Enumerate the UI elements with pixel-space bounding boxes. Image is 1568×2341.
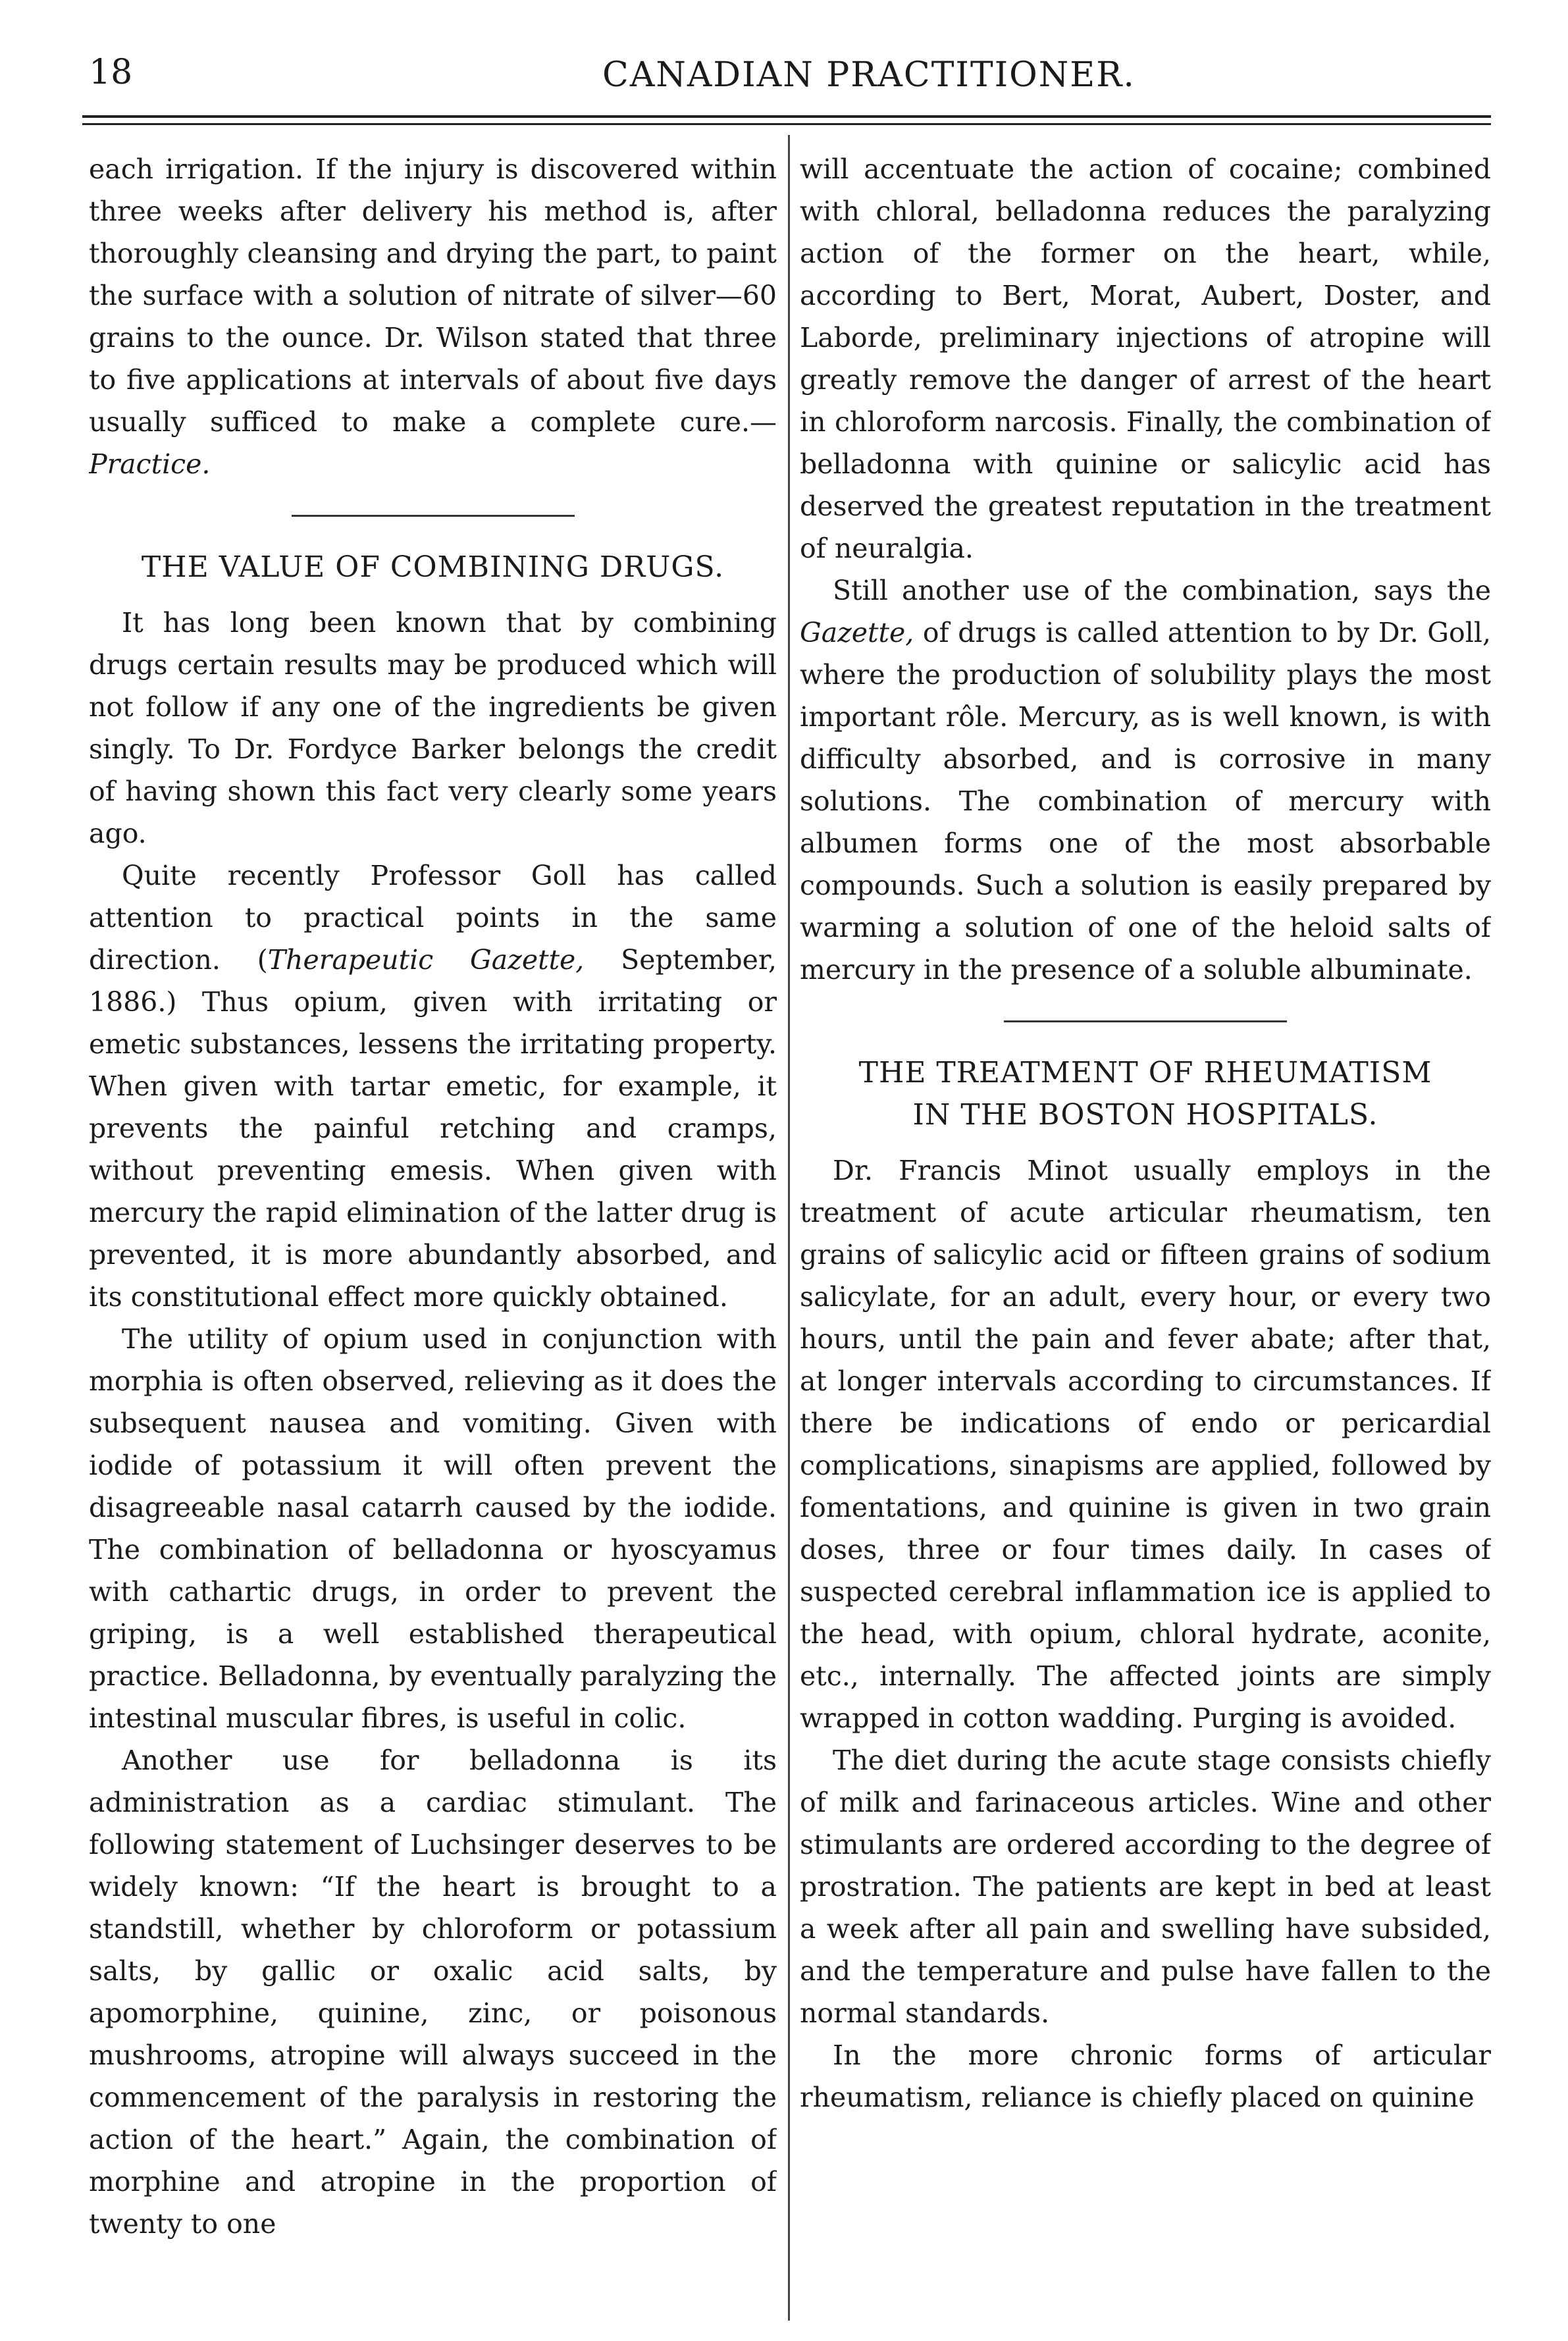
left-column	[89, 148, 777, 2321]
running-head: CANADIAN PRACTITIONER.	[602, 55, 1136, 95]
title-line: THE TREATMENT OF RHEUMATISM	[858, 1056, 1432, 1090]
paragraph: It has long been known that by combining drugs certain results may be produced which will not follow if any one of the ingredients be given singly. To Dr. Fordyce Barker belongs the credit of having shown this fact very clearly some years ago.	[89, 607, 777, 849]
section-rule	[1004, 1020, 1287, 1022]
paragraph	[800, 569, 1491, 991]
paragraph: The diet during the acute stage consists chiefly of milk and farinaceous articles. Wine and other stimulants are ordered according to the degree of prostration. The patients are kept in bed at least a week after all pain and swelling have subsided, and the temperature and pulse have fallen to the normal standards.	[800, 1745, 1491, 2029]
section-rule	[292, 515, 575, 517]
paragraph: In the more chronic forms of articular rheumatism, reliance is chiefly placed on quinine	[800, 2039, 1491, 2113]
paragraph-text: September, 1886.) Thus opium, given with irritating or emetic substances, lessens the irritating property. When given with tartar emetic, for example, it prevents the painful retching and cramps, without preventing emesis. When given with mercury the rapid elimination of the latter drug is prevented, it is more abundantly absorbed, and its constitutional effect more quickly obtained.	[89, 944, 777, 1313]
right-column	[800, 148, 1491, 2321]
paragraph: Dr. Francis Minot usually employs in the treatment of acute articular rheumatism, ten grains of salicylic acid or fifteen grains of sodium salicylate, for an adult, every hour, or every two hours, until the pain and fever abate; after that, at longer intervals according to circumstances. If there be indications of endo or pericardial complications, sinapisms are applied, followed by fomentations, and quinine is given in two grain doses, three or four times daily. In cases of suspected cerebral inflammation ice is applied to the head, with opium, chloral hydrate, aconite, etc., internally. The affected joints are simply wrapped in cotton wadding. Purging is avoided.	[800, 1155, 1491, 1734]
paragraph: Another use for belladonna is its administration as a cardiac stimulant. The following statement of Luchsinger deserves to be widely known: “If the heart is brought to a standstill, whether by chloroform or potassium salts, by gallic or oxalic acid salts, by apomorphine, quinine, zinc, or poisonous mushrooms, atropine will always succeed in the commencement of the paralysis in restoring the action of the heart.” Again, the combination of morphine and atropine in the proportion of twenty to one	[89, 1745, 777, 2240]
header-rule-secondary	[82, 123, 1491, 125]
paragraph: will accentuate the action of cocaine; combined with chloral, belladonna reduces the paralyzing action of the former on the heart, while, according to Bert, Morat, Aubert, Doster, and Laborde, preliminary injections of atropine will greatly remove the danger of arrest of the heart in chloroform narcosis. Finally, the combination of belladonna with quinine or salicylic acid has deserved the greatest reputation in the treatment of neuralgia.	[800, 153, 1491, 564]
page-number: 18	[89, 53, 133, 92]
article-title-combining-drugs: THE VALUE OF COMBINING DRUGS.	[141, 550, 725, 584]
journal-citation: Gazette,	[800, 617, 914, 648]
paragraph	[89, 855, 777, 1318]
continued-text: each irrigation. If the injury is discovered within three weeks after delivery his method is, after thoroughly cleansing and drying the part, to paint the surface with a solution of nitrate of silver—60 grains to the ounce. Dr. Wilson stated that three to five applications at intervals of about five days usually sufficed to make a complete cure.—	[89, 153, 777, 438]
header-rule	[82, 115, 1491, 118]
paragraph-text: Quite recently Professor Goll has called attention to practical points in the same direction. (	[89, 860, 777, 976]
source-citation: Practice.	[89, 448, 211, 480]
paragraph: The utility of opium used in conjunction with morphia is often observed, relieving as it does the subsequent nausea and vomiting. Given with iodide of potassium it will often prevent the disagreeable nasal catarrh caused by the iodide. The combination of belladonna or hyoscyamus with cathartic drugs, in order to prevent the griping, is a well established therapeutical practice. Belladonna, by eventually paralyzing the intestinal muscular fibres, is useful in colic.	[89, 1323, 777, 1734]
journal-citation: Therapeutic Gazette,	[267, 944, 585, 976]
column-divider	[788, 135, 790, 2321]
paragraph-text: of drugs is called attention to by Dr. Goll, where the production of solubility plays the most important rôle. Mercury, as is well known, is with difficulty absorbed, and is corrosive in many solutions. The combination of mercury with albumen forms one of the most absorbable compounds. Such a solution is easily prepared by warming a solution of one of the heloid salts of mercury in the presence of a soluble albuminate.	[800, 617, 1491, 986]
title-line: IN THE BOSTON HOSPITALS.	[912, 1098, 1378, 1132]
article-title-rheumatism	[800, 1052, 1491, 1136]
paragraph-text: Still another use of the combination, says the	[833, 575, 1491, 606]
continued-paragraph	[89, 148, 777, 485]
